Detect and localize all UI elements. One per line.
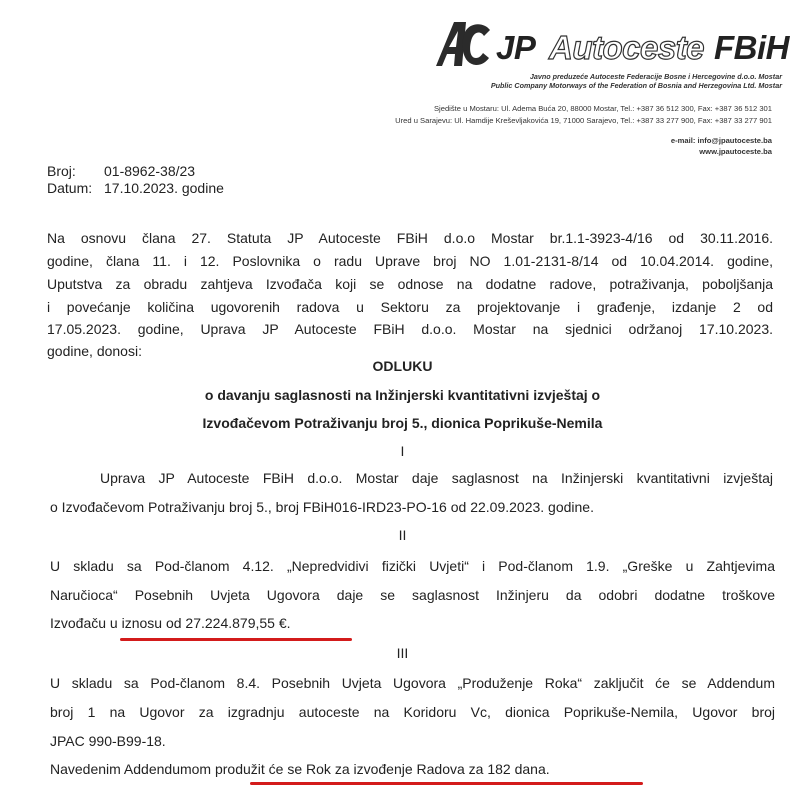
section-3-line: Navedenim Addendumom produžit će se Rok za izvođenje Radova za 182 dana. bbox=[50, 761, 550, 777]
section-3-numeral: III bbox=[396, 645, 409, 661]
amount-underline-highlight bbox=[120, 638, 352, 641]
section-2-line: Naručioca“ Posebnih Uvjeta Ugovora daje se saglasnost Inžinjeru da odobri dodatne troškove bbox=[50, 587, 775, 603]
logo-subtitle-bs: Javno preduzeće Autoceste Federacije Bosne i Hercegovine d.o.o. Mostar bbox=[529, 72, 782, 81]
logo-fbih-text: FBiH bbox=[714, 29, 789, 66]
company-logo bbox=[432, 18, 789, 90]
intro-line: Na osnovu člana 27. Statuta JP Autoceste FBiH d.o.o Mostar br.1.1-3923-4/16 od 30.11.2016. bbox=[47, 230, 773, 246]
reference-number bbox=[47, 163, 195, 179]
section-2-numeral: II bbox=[398, 527, 407, 543]
reference-number-label: Broj: bbox=[47, 163, 76, 179]
intro-line: Uputstva za obradu zahtjeva Izvođača koji se odnose na dodatne radove, potraživanja, poboljšanja bbox=[47, 276, 773, 292]
intro-line: godine, donosi: bbox=[47, 343, 142, 359]
intro-line: godine, člana 11. i 12. Poslovnika o radu Uprave broj NO 1.01-2131-8/14 od 10.04.2014. godine, bbox=[47, 253, 773, 269]
reference-date-value: 17.10.2023. godine bbox=[104, 180, 224, 196]
section-2-line: Izvođaču u iznosu od 27.224.879,55 €. bbox=[50, 615, 291, 631]
ac-logo-mark-icon bbox=[432, 18, 492, 70]
logo-jp-text: JP bbox=[496, 29, 536, 66]
section-3-line: JPAC 990-B99-18. bbox=[50, 733, 166, 749]
extension-underline-highlight bbox=[250, 782, 643, 785]
decision-subtitle-line2: Izvođačevom Potraživanju broj 5., dionica Poprikuše-Nemila bbox=[202, 415, 603, 431]
section-1-numeral: I bbox=[400, 443, 405, 459]
reference-date-label: Datum: bbox=[47, 180, 93, 196]
reference-date bbox=[47, 180, 224, 196]
section-3-line: U skladu sa Pod-članom 8.4. Posebnih Uvjeta Ugovora „Produženje Roka“ zaključit će se Addendum bbox=[50, 675, 775, 691]
address-mostar: Sjedište u Mostaru: Ul. Adema Buća 20, 88000 Mostar, Tel.: +387 36 512 300, Fax: +387 36 512 301 bbox=[433, 104, 772, 113]
section-2-line: U skladu sa Pod-članom 4.12. „Nepredvidivi fizički Uvjeti“ i Pod-članom 1.9. „Greške u Zahtjevima bbox=[50, 558, 775, 574]
contact-email: e-mail: info@jpautoceste.ba bbox=[670, 136, 772, 145]
section-1-line: Uprava JP Autoceste FBiH d.o.o. Mostar daje saglasnost na Inžinjerski kvantitativni izvještaj bbox=[100, 470, 773, 486]
logo-autoceste-text: Autoceste bbox=[549, 29, 705, 66]
address-sarajevo: Ured u Sarajevu: Ul. Hamdije Kreševljakovića 19, 71000 Sarajevo, Tel.: +387 33 277 900, Fax: +387 33 277 901 bbox=[395, 116, 772, 125]
decision-title: ODLUKU bbox=[372, 358, 433, 374]
logo-subtitle-en: Public Company Motorways of the Federation of Bosnia and Herzegovina Ltd. Mostar bbox=[490, 81, 782, 90]
decision-subtitle-line1: o davanju saglasnosti na Inžinjerski kvantitativni izvještaj o bbox=[204, 387, 601, 403]
contact-website: www.jpautoceste.ba bbox=[699, 147, 772, 156]
section-3-line: broj 1 na Ugovor za izgradnju autoceste na Koridoru Vc, dionica Poprikuše-Nemila, Ugovor broj bbox=[50, 704, 775, 720]
section-1-line: o Izvođačevom Potraživanju broj 5., broj FBiH016-IRD23-PO-16 od 22.09.2023. godine. bbox=[50, 499, 594, 515]
reference-number-value: 01-8962-38/23 bbox=[104, 163, 196, 179]
intro-line: 17.05.2023. godine, Uprava JP Autoceste FBiH d.o.o. Mostar na sjednici održanoj 17.10.2023. bbox=[47, 321, 773, 337]
intro-line: i povećanje količina ugovorenih radova u Sektoru za projektovanje i građenje, izdanje 2 od bbox=[47, 299, 773, 315]
